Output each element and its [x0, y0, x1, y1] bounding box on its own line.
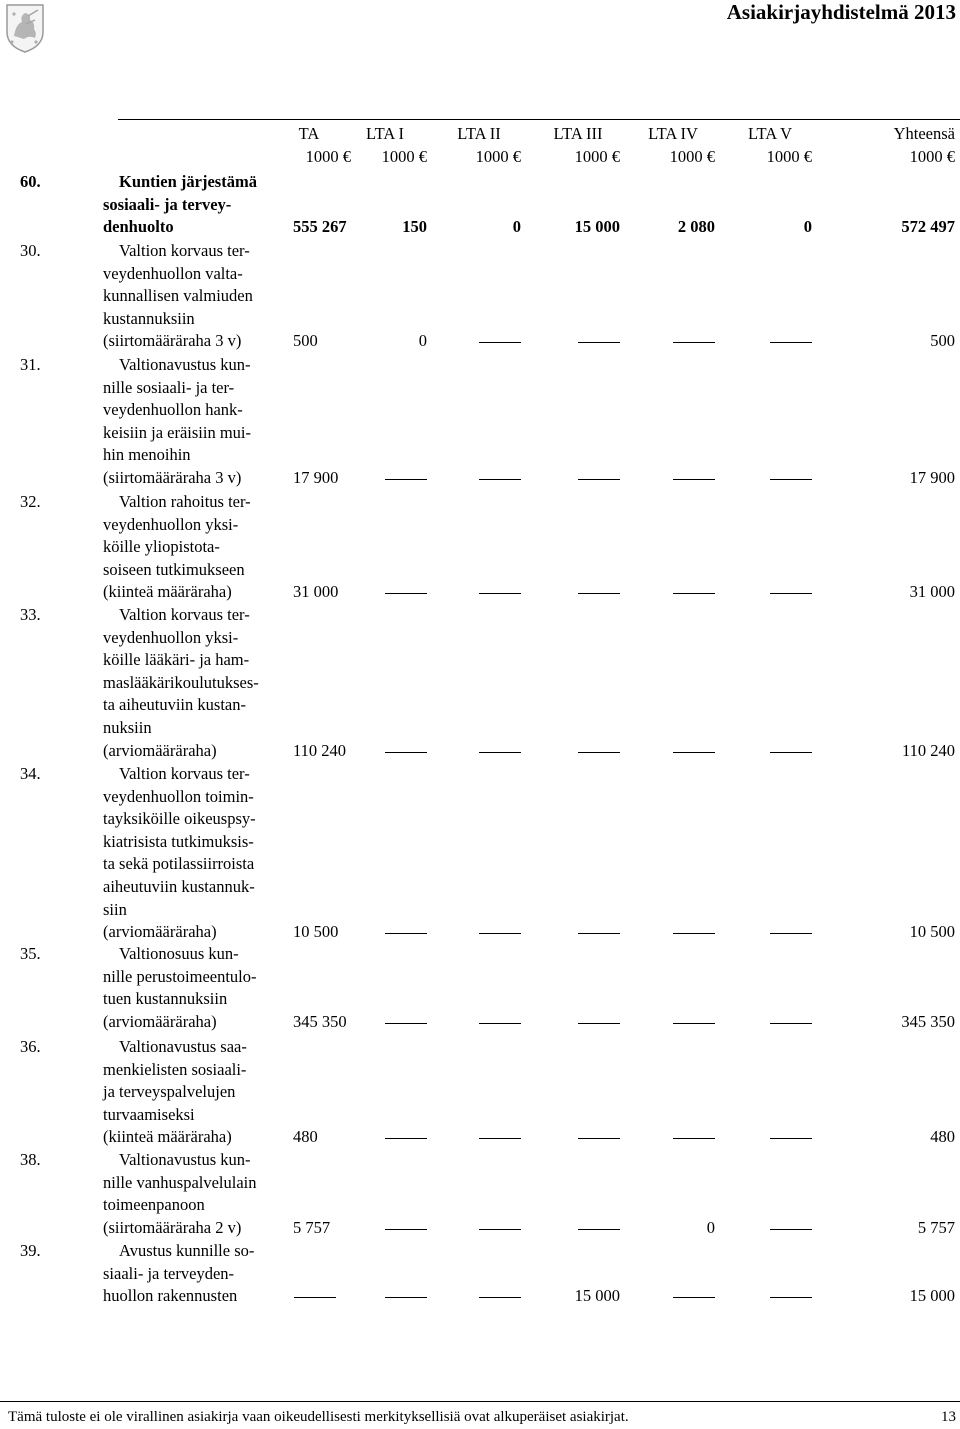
- row-value: 500: [293, 331, 318, 351]
- row-number: 39.: [20, 1241, 41, 1260]
- document-title: Asiakirjayhdistelmä 2013: [726, 0, 956, 24]
- empty-value-dash: [770, 479, 812, 480]
- row-value: 345 350: [901, 1011, 955, 1031]
- empty-value-dash: [770, 1023, 812, 1024]
- row-value: 0: [512, 217, 521, 237]
- row-description-line: nuksiin: [103, 718, 152, 737]
- row-value: 345 350: [293, 1011, 347, 1031]
- row-value: 110 240: [901, 740, 955, 760]
- row-description-line: menkielisten sosiaali-: [103, 1059, 247, 1079]
- row-description-line: nille perustoimeentulo-: [103, 966, 257, 986]
- row-value: 17 900: [293, 468, 339, 487]
- row-description-line: aiheutuviin kustannuk-: [103, 877, 255, 896]
- row-description-line: maslääkärikoulutukses-: [103, 672, 259, 692]
- column-header: LTA III: [553, 124, 603, 143]
- row-description-line: (kiinteä määräraha): [103, 582, 232, 602]
- column-unit: 1000 €: [574, 147, 620, 166]
- row-description-line: Valtionavustus kun-: [119, 355, 251, 374]
- empty-value-dash: [578, 479, 620, 480]
- column-unit: 1000 €: [381, 147, 427, 166]
- row-description-line: siin: [103, 899, 127, 919]
- row-description-line: huollon rakennusten: [103, 1286, 238, 1306]
- row-value: 0: [706, 1217, 715, 1237]
- row-description-line: Kuntien järjestämä: [119, 172, 257, 191]
- row-description-line: sosiaali- ja tervey-: [103, 194, 232, 214]
- empty-value-dash: [385, 1297, 427, 1298]
- row-value: 10 500: [293, 922, 339, 942]
- lion-coat-of-arms-icon: [4, 2, 46, 54]
- row-description-line: Valtion rahoitus ter-: [119, 492, 251, 511]
- row-description-line: Valtion korvaus ter-: [119, 241, 250, 260]
- footer-disclaimer: Tämä tuloste ei ole virallinen asiakirja vaan oikeudellisesti merkityksellisiä ovat alkuperäiset asiakirjat.: [8, 1409, 629, 1425]
- empty-value-dash: [385, 1023, 427, 1024]
- row-description-line: denhuolto: [103, 217, 174, 237]
- column-unit: 1000 €: [475, 147, 521, 166]
- empty-value-dash: [770, 1297, 812, 1298]
- empty-value-dash: [385, 1138, 427, 1139]
- row-description-line: köille yliopistota-: [103, 537, 220, 557]
- row-description-line: köille lääkäri- ja ham-: [103, 650, 250, 670]
- row-description-line: Avustus kunnille so-: [119, 1241, 255, 1260]
- row-value: 15 000: [574, 217, 620, 237]
- row-number: 33.: [20, 605, 41, 624]
- row-value: 5 757: [917, 1217, 955, 1237]
- empty-value-dash: [479, 752, 521, 753]
- row-number: 36.: [20, 1037, 41, 1056]
- empty-value-dash: [770, 593, 812, 594]
- row-value: 0: [803, 217, 812, 237]
- row-description-line: veydenhuollon toimin-: [103, 786, 254, 806]
- empty-value-dash: [479, 1297, 521, 1298]
- empty-value-dash: [578, 1229, 620, 1230]
- empty-value-dash: [673, 933, 715, 934]
- row-description-line: (siirtomääräraha 2 v): [103, 1217, 242, 1237]
- row-value: 480: [930, 1127, 955, 1147]
- row-value: 15 000: [574, 1286, 620, 1306]
- empty-value-dash: [578, 1138, 620, 1139]
- column-header: TA: [298, 124, 320, 143]
- empty-value-dash: [673, 1138, 715, 1139]
- row-value: 555 267: [293, 217, 347, 237]
- row-value: 17 900: [909, 468, 955, 487]
- empty-value-dash: [673, 1023, 715, 1024]
- empty-value-dash: [673, 479, 715, 480]
- empty-value-dash: [479, 1023, 521, 1024]
- row-description-line: Valtionavustus saa-: [119, 1037, 247, 1056]
- row-description-line: kiatrisista tutkimuksis-: [103, 831, 254, 851]
- empty-value-dash: [385, 933, 427, 934]
- row-description-line: ja terveyspalvelujen: [103, 1082, 236, 1102]
- row-description-line: siaali- ja terveyden-: [103, 1263, 235, 1283]
- empty-value-dash: [578, 593, 620, 594]
- column-header: Yhteensä: [893, 124, 955, 143]
- column-unit: 1000 €: [766, 147, 812, 166]
- row-description-line: (siirtomääräraha 3 v): [103, 331, 242, 351]
- row-value: 10 500: [909, 922, 955, 942]
- empty-value-dash: [385, 1229, 427, 1230]
- row-value: 15 000: [909, 1286, 955, 1306]
- empty-value-dash: [578, 342, 620, 343]
- row-description-line: kustannuksiin: [103, 308, 195, 328]
- row-value: 150: [402, 217, 427, 237]
- row-number: 31.: [20, 355, 41, 374]
- row-number: 34.: [20, 764, 41, 783]
- row-description-line: Valtion korvaus ter-: [119, 605, 250, 624]
- column-unit: 1000 €: [669, 147, 715, 166]
- row-value: 5 757: [293, 1217, 331, 1237]
- page-number: 13: [941, 1409, 956, 1425]
- row-value: 500: [930, 331, 955, 351]
- row-description-line: soiseen tutkimukseen: [103, 559, 245, 579]
- row-description-line: (arviomääräraha): [103, 1011, 217, 1031]
- row-description-line: kunnallisen valmiuden: [103, 286, 253, 306]
- row-description-line: (arviomääräraha): [103, 740, 217, 760]
- row-description-line: tuen kustannuksiin: [103, 989, 228, 1009]
- row-description-line: Valtionavustus kun-: [119, 1150, 251, 1169]
- column-header: LTA V: [747, 124, 793, 143]
- empty-value-dash: [770, 1138, 812, 1139]
- empty-value-dash: [770, 752, 812, 753]
- row-value: 2 080: [677, 217, 715, 237]
- row-description-line: (kiinteä määräraha): [103, 1127, 232, 1147]
- empty-value-dash: [770, 342, 812, 343]
- empty-value-dash: [770, 933, 812, 934]
- column-unit: 1000 €: [305, 147, 351, 166]
- empty-value-dash: [673, 1297, 715, 1298]
- row-number: 35.: [20, 944, 41, 963]
- empty-value-dash: [385, 479, 427, 480]
- row-number: 30.: [20, 241, 41, 260]
- row-description-line: (siirtomääräraha 3 v): [103, 468, 242, 487]
- empty-value-dash: [479, 479, 521, 480]
- empty-value-dash: [673, 342, 715, 343]
- row-description-line: hin menoihin: [103, 445, 191, 465]
- empty-value-dash: [479, 1229, 521, 1230]
- row-description-line: keisiin ja eräisiin mui-: [103, 422, 252, 442]
- empty-value-dash: [673, 752, 715, 753]
- empty-value-dash: [479, 342, 521, 343]
- row-value: 572 497: [901, 217, 955, 237]
- row-number: 32.: [20, 492, 41, 511]
- empty-value-dash: [770, 1229, 812, 1230]
- row-description-line: veydenhuollon yksi-: [103, 627, 239, 647]
- empty-value-dash: [578, 933, 620, 934]
- column-header: LTA II: [457, 124, 501, 143]
- row-description-line: turvaamiseksi: [103, 1104, 195, 1124]
- row-number: 60.: [20, 172, 41, 191]
- empty-value-dash: [479, 933, 521, 934]
- footer-rule: [0, 1401, 960, 1402]
- empty-value-dash: [479, 593, 521, 594]
- row-description-line: (arviomääräraha): [103, 922, 217, 942]
- empty-value-dash: [479, 1138, 521, 1139]
- empty-value-dash: [578, 752, 620, 753]
- row-description-line: veydenhuollon hank-: [103, 400, 243, 420]
- row-description-line: nille sosiaali- ja ter-: [103, 377, 235, 397]
- row-description-line: Valtion korvaus ter-: [119, 764, 250, 783]
- row-value: 110 240: [293, 740, 347, 760]
- header-rule: [118, 119, 960, 120]
- row-value: 31 000: [909, 582, 955, 602]
- row-description-line: veydenhuollon yksi-: [103, 514, 239, 534]
- row-description-line: ta aiheutuviin kustan-: [103, 695, 246, 715]
- empty-value-dash: [673, 593, 715, 594]
- row-value: 31 000: [293, 582, 339, 602]
- empty-value-dash: [578, 1023, 620, 1024]
- column-header: LTA I: [366, 124, 404, 143]
- empty-value-dash: [385, 752, 427, 753]
- row-value: 0: [418, 331, 427, 351]
- row-value: 480: [293, 1127, 318, 1147]
- row-description-line: tayksiköille oikeuspsy-: [103, 809, 256, 829]
- column-unit: 1000 €: [909, 147, 955, 166]
- empty-value-dash: [294, 1297, 336, 1298]
- row-description-line: toimeenpanoon: [103, 1195, 205, 1215]
- empty-value-dash: [385, 593, 427, 594]
- row-description-line: nille vanhuspalvelulain: [103, 1172, 257, 1192]
- row-description-line: Valtionosuus kun-: [119, 944, 239, 963]
- column-header: LTA IV: [648, 124, 698, 143]
- row-number: 38.: [20, 1150, 41, 1169]
- row-description-line: veydenhuollon valta-: [103, 263, 243, 283]
- row-description-line: ta sekä potilassiirroista: [103, 854, 255, 874]
